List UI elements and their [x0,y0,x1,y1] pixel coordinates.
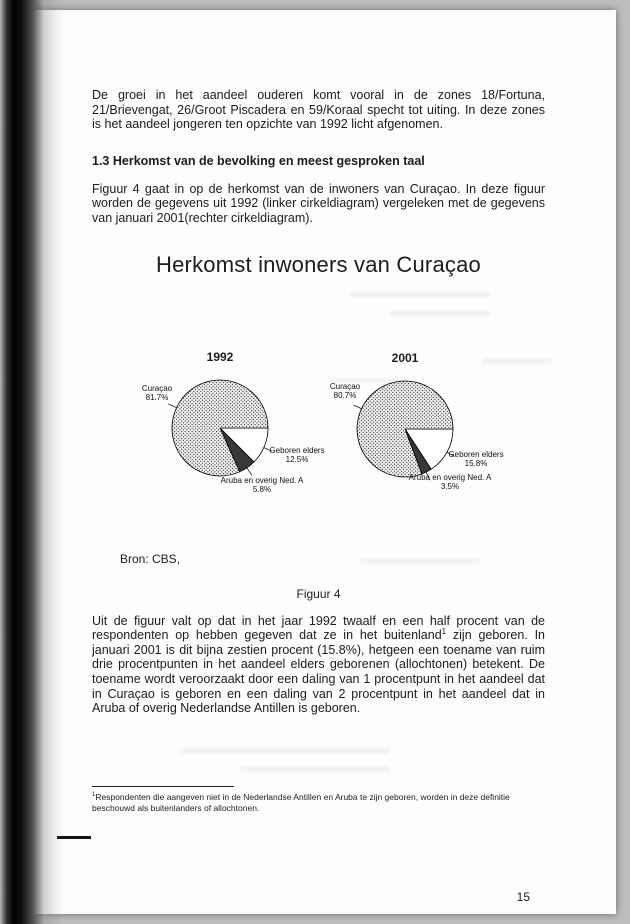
analysis-text-part1: Uit de figuur valt op dat in het jaar 1992 twaalf en een half procent van de respondenten op hebben gegeven dat ze in het buitenland [92,613,545,643]
pie-label-curacao-2001 [303,382,387,401]
pie-slice-name: Curaçao [141,383,173,393]
paragraph-aging-zones: De groei in het aandeel ouderen komt vooral in de zones 18/Fortuna, 21/Brievengat, 26/Groot Piscadera en 59/Koraal specht tot uiting. In deze zones is het aandeel jongeren ten opzichte van 1992 licht afgenomen. [92,88,545,132]
footnote-separator-line [92,786,234,787]
analysis-text-part2: zijn geboren. In januari 2001 is dit bijna zestien procent (15.8%), hetgeen een toename van ruim drie procentpunten in het aandeel elders geborenen (allochtonen) betekent. De toename wordt veroorzaakt door een daling van 1 procentpunt in het aandeel dat in Curaçao is geboren en een daling van 2 procentpunt in het aandeel dat in Aruba of overig Nederlandse Antillen is geboren. [92,628,546,716]
pie-year-label-1992: 1992 [206,349,234,364]
footnote-marker: 1 [92,792,96,799]
paragraph-figure-intro: Figuur 4 gaat in op de herkomst van de inwoners van Curaçao. In deze figuur worden de gegevens uit 1992 (linker cirkeldiagram) vergeleken met de gegevens van januari 2001(rechter cirkeldiagram). [92,181,545,225]
footnote-reference-marker: 1 [441,627,447,636]
figure-caption: Figuur 4 [296,586,341,601]
scan-bleedthrough-artifact [180,748,390,754]
pie-slice-name: Aruba en overig Ned. A [408,472,492,482]
footnote-block [92,786,528,813]
pie-slice-percent: 12.5% [285,455,309,465]
footnote-body: Respondenten die aangeven niet in de Nederlandse Antillen en Aruba te zijn geboren, worden in deze definitie beschouwd als buitenlanders of allochtonen. [92,792,510,813]
document-page [30,10,616,914]
pie-slice-percent: 80.7% [333,391,357,401]
pie-slice-percent: 81.7% [145,393,169,403]
pie-label-curacao-1992 [115,384,199,403]
pie-slice-percent: 15.8% [464,459,488,469]
pie-slice-name: Curaçao [329,381,361,391]
pie-slice-name: Geboren elders [448,449,504,459]
pie-chart-2001 [280,339,530,509]
figure-4-area [92,288,545,608]
pie-label-aruba-2001 [390,473,510,492]
section-heading-1-3: 1.3 Herkomst van de bevolking en meest gesproken taal [92,153,425,168]
pie-year-label-2001: 2001 [391,350,419,365]
page-number: 15 [516,890,530,904]
paragraph-analysis [92,614,545,716]
scan-artifact-line [57,836,91,839]
pie-slice-name: Geboren elders [269,445,325,455]
page-content [92,88,545,716]
figure-title: Herkomst inwoners van Curaçao [156,251,481,277]
pie-slice-name: Aruba en overig Ned. A [220,475,304,485]
scan-bleedthrough-artifact [240,766,390,772]
pie-slice-percent: 5.8% [252,485,272,495]
pie-label-geboren-elders-2001 [431,450,521,469]
pie-slice-percent: 3.5% [440,482,460,492]
figure-source: Bron: CBS, [120,551,181,566]
footnote-text [92,792,528,813]
